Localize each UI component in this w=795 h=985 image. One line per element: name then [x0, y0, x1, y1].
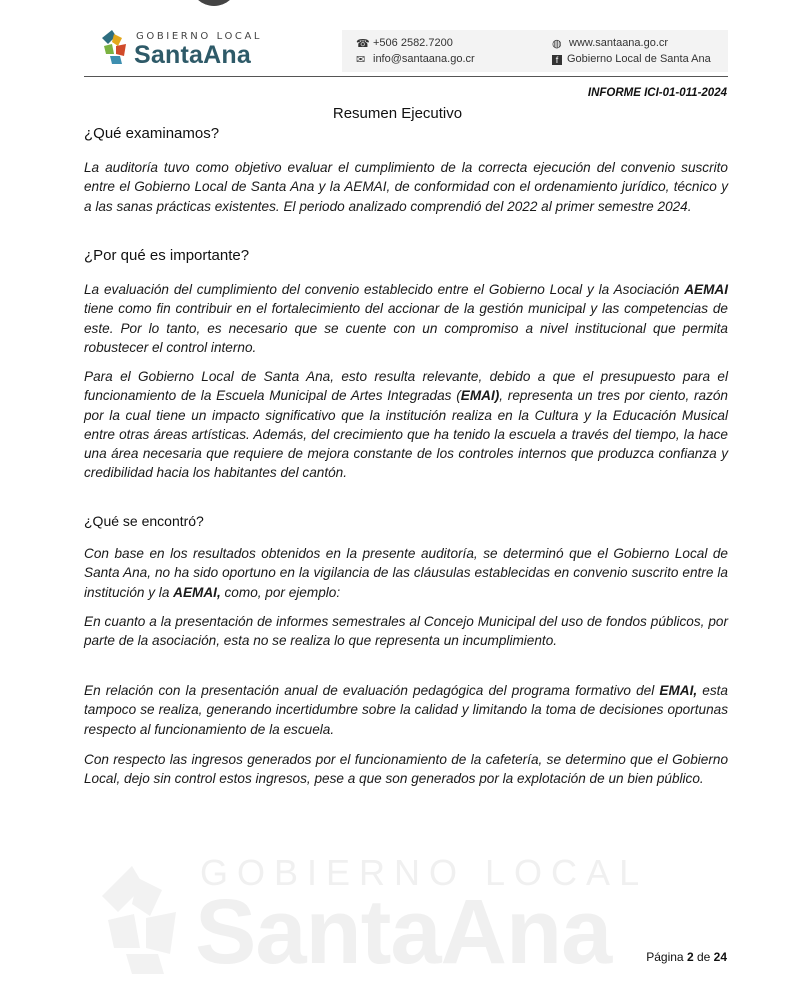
section-heading-examined: ¿Qué examinamos? — [84, 125, 220, 142]
section-heading-importance: ¿Por qué es importante? — [84, 247, 250, 264]
website-contact[interactable]: ◍ www.santaana.go.cr — [552, 37, 669, 50]
email-icon: ✉ — [356, 54, 366, 66]
page-title: Resumen Ejecutivo — [332, 105, 463, 122]
report-id: INFORME ICI-01-011-2024 — [587, 87, 727, 99]
email-contact[interactable]: ✉ info@santaana.go.cr — [356, 53, 475, 66]
watermark-subtitle: GOBIERNO LOCAL — [200, 852, 649, 893]
globe-icon: ◍ — [552, 38, 562, 50]
paragraph-finding-evaluation: En relación con la presentación anual de evaluación pedagógica del programa formativo del EMAI, esta tampoco se realiza, generando incertidumbre sobre la calidad y limitando la toma de decisiones oportunas respecto al funcionamiento de la escuela. — [84, 683, 728, 737]
page-header — [0, 0, 795, 80]
paragraph-importance-2: Para el Gobierno Local de Santa Ana, esto resulta relevante, debido a que el presupuesto para el funcionamiento de la Escuela Municipal de Artes Integradas (EMAI), representa un tres por ciento, razón por la cual tiene un impacto significativo que la institución realiza en la Cultura y la Educación Musical entre otras áreas artísticas. Además, del crecimiento que ha tenido la escuela a través del tiempo, la hace una área necesaria que requiere de mejora constante de los controles internos que produzca confianza y credibilidad hacia los habitantes del cantón. — [84, 369, 728, 481]
logo-title: SantaAna — [134, 41, 251, 69]
paragraph-objective: La auditoría tuvo como objetivo evaluar el cumplimiento de la correcta ejecución del convenio suscrito entre el Gobierno Local de Santa Ana y la AEMAI, de conformidad con el ordenamiento jurídico, técnico y a las sanas prácticas existentes. El periodo analizado comprendió del 2022 al primer semestre 2024. — [84, 160, 728, 214]
paragraph-finding-reports: En cuanto a la presentación de informes semestrales al Concejo Municipal del uso de fondos públicos, por parte de la asociación, esta no se realiza lo que representa un incumplimiento. — [84, 614, 728, 649]
paragraph-findings-intro: Con base en los resultados obtenidos en la presente auditoría, se determinó que el Gobierno Local de Santa Ana, no ha sido oportuno en la vigilancia de las cláusulas establecidas en convenio suscrito entre la institución y la AEMAI, como, por ejemplo: — [84, 546, 728, 600]
header-divider — [84, 76, 728, 77]
paragraph-importance-1: La evaluación del cumplimiento del convenio establecido entre el Gobierno Local y la Asociación AEMAI tiene como fin contribuir en el fortalecimiento del accionar de la gestión municipal y las competencias de este. Por lo tanto, es necesario que se cuente con un compromiso a nivel institucional que permita robustecer el control interno. — [84, 282, 728, 355]
phone-icon: ☎ — [356, 38, 370, 50]
page-number: Página 2 de 24 — [646, 950, 727, 964]
facebook-icon: f — [552, 55, 562, 65]
paragraph-finding-cafeteria: Con respecto las ingresos generados por el funcionamiento de la cafetería, se determino que el Gobierno Local, dejo sin control estos ingresos, pese a que son generados por la explotación de un bien público. — [84, 752, 728, 787]
phone-contact: ☎ +506 2582.7200 — [356, 37, 453, 50]
watermark-title: SantaAna — [195, 881, 612, 983]
logo-subtitle: GOBIERNO LOCAL — [136, 31, 263, 42]
section-heading-findings: ¿Qué se encontró? — [84, 513, 204, 529]
facebook-contact[interactable]: f Gobierno Local de Santa Ana — [552, 53, 711, 65]
santa-ana-logo-icon — [100, 28, 134, 66]
